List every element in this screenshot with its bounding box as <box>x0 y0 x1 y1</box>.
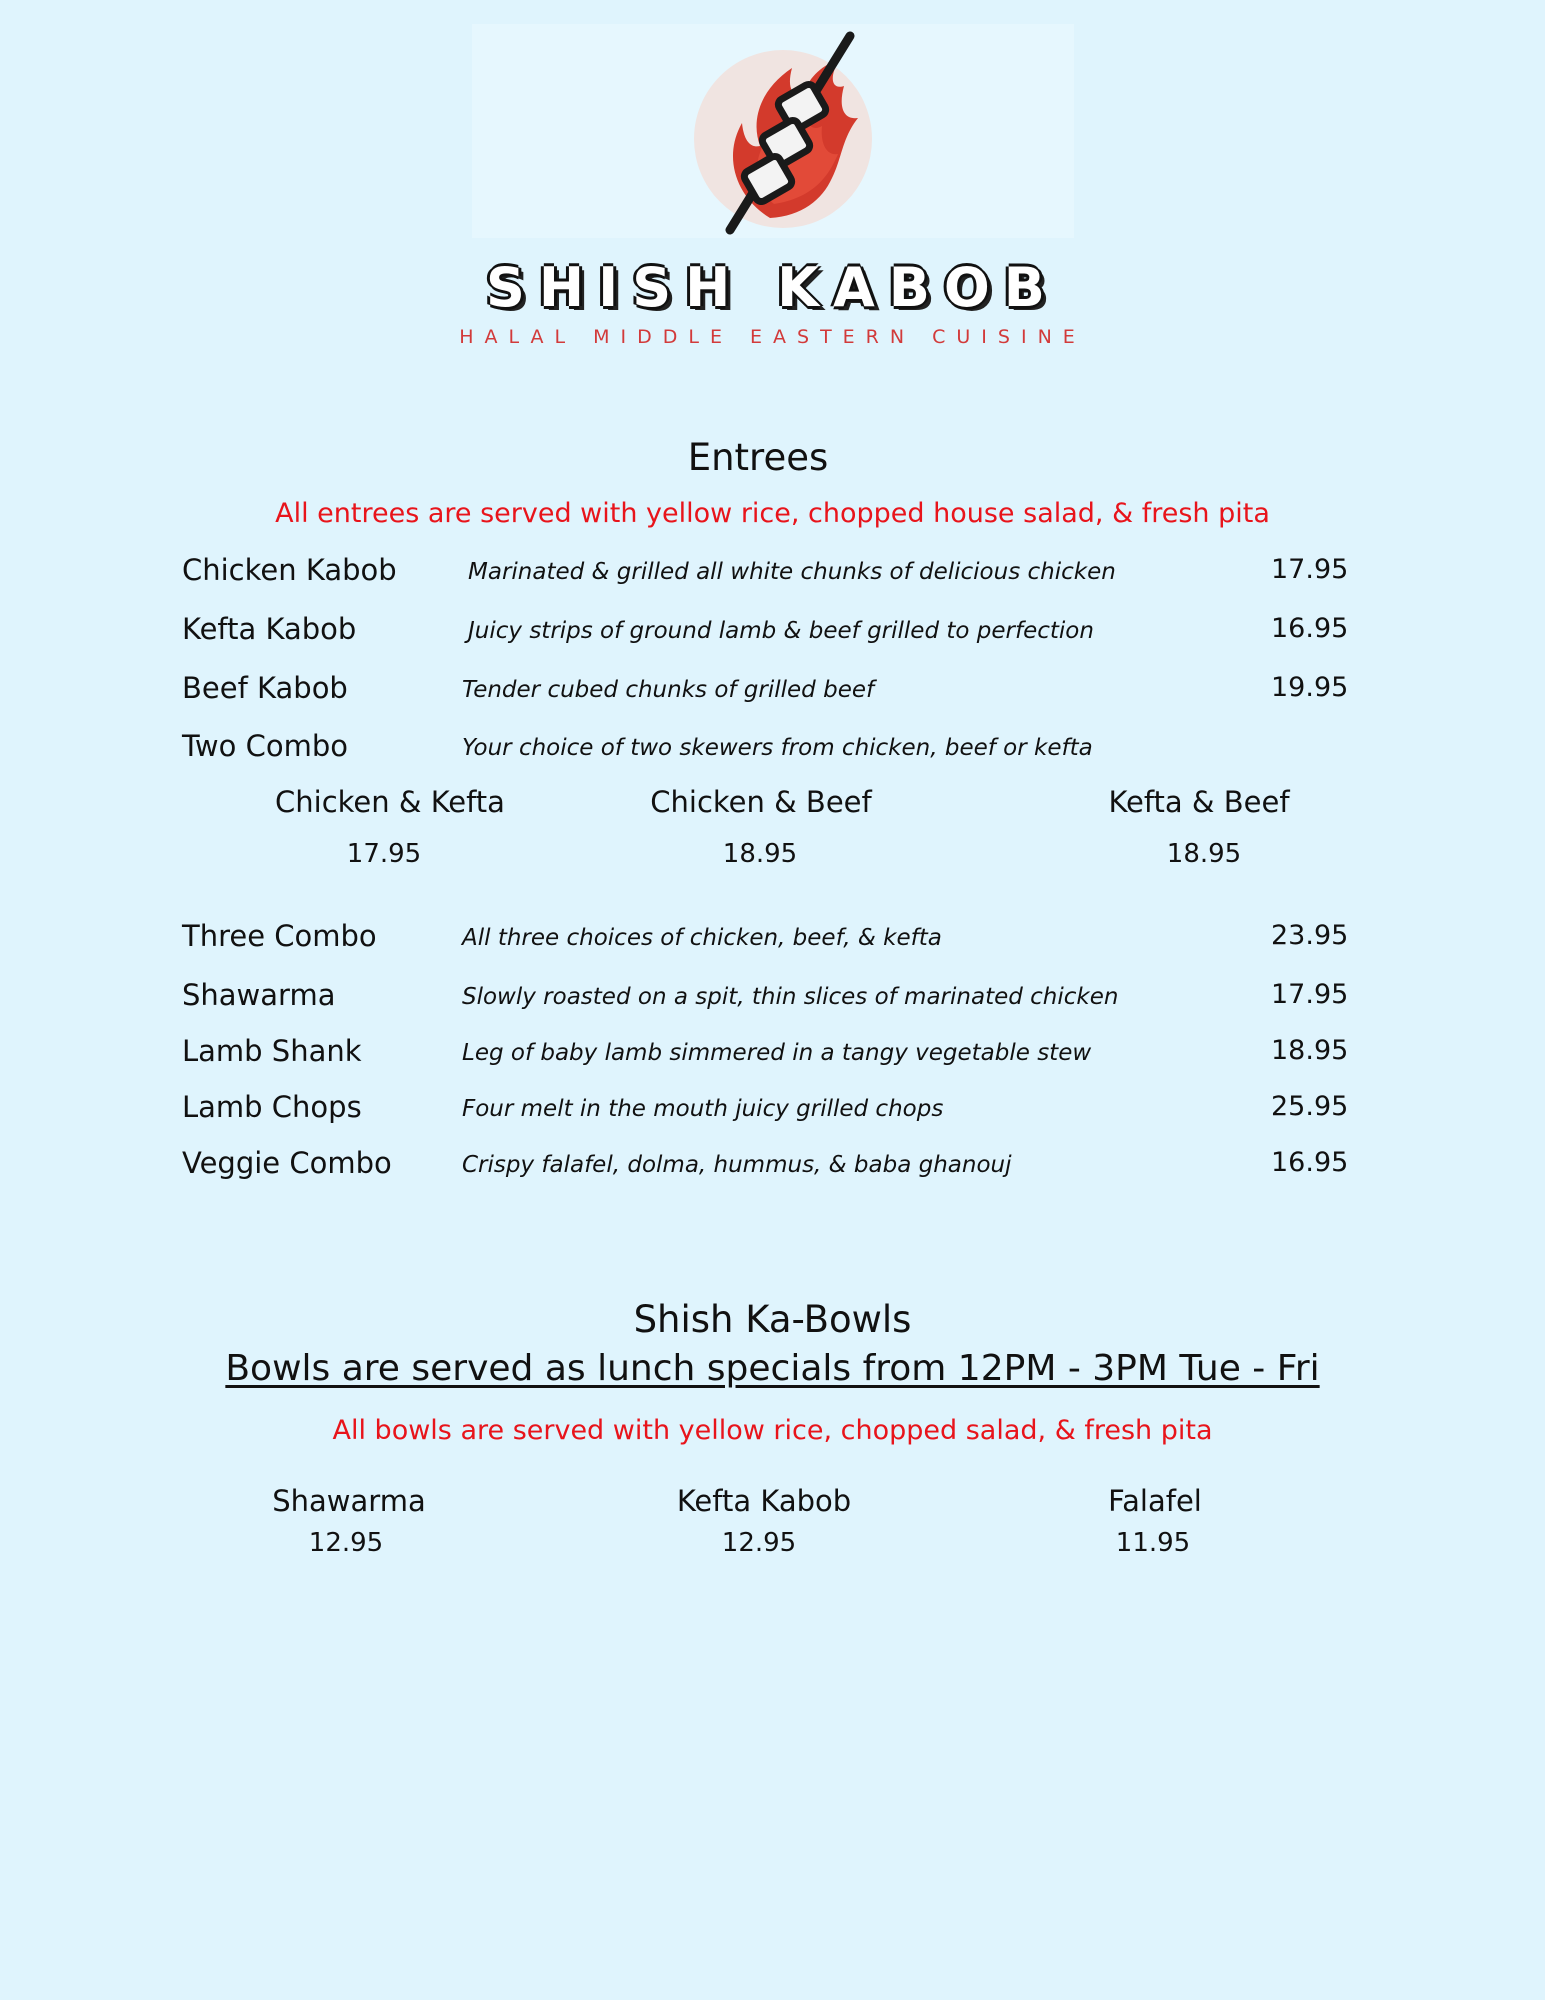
item-name: Kefta Kabob <box>182 612 357 646</box>
item-price: 17.95 <box>1271 554 1349 585</box>
combo-option-price: 18.95 <box>722 839 798 869</box>
item-price: 16.95 <box>1271 613 1349 644</box>
item-description: Tender cubed chunks of grilled beef <box>462 677 875 703</box>
bowl-item-name: Shawarma <box>272 1484 426 1518</box>
item-name: Two Combo <box>182 729 348 763</box>
item-price: 18.95 <box>1271 1035 1349 1066</box>
logo-panel <box>472 24 1074 238</box>
item-description: All three choices of chicken, beef, & kefta <box>462 925 942 951</box>
item-price: 16.95 <box>1271 1147 1349 1178</box>
flaming-kabob-skewer-icon <box>682 28 872 238</box>
item-name: Beef Kabob <box>182 671 348 705</box>
bowl-item-name: Kefta Kabob <box>676 1484 852 1518</box>
combo-option-label: Chicken & Kefta <box>275 785 505 819</box>
entrees-title: Entrees <box>687 436 829 479</box>
brand-tagline: HALAL MIDDLE EASTERN CUISINE <box>459 326 1086 348</box>
entrees-note: All entrees are served with yellow rice, chopped house salad, & fresh pita <box>275 498 1270 529</box>
item-name: Chicken Kabob <box>182 553 397 587</box>
item-name: Lamb Chops <box>182 1090 362 1124</box>
item-description: Your choice of two skewers from chicken, beef or kefta <box>462 735 1093 761</box>
bowl-item-price: 11.95 <box>1115 1528 1191 1558</box>
brand-name: SHISH KABOB <box>486 256 1059 319</box>
item-price: 25.95 <box>1271 1091 1349 1122</box>
bowls-title: Shish Ka-Bowls <box>633 1298 912 1341</box>
item-description: Juicy strips of ground lamb & beef grilled to perfection <box>468 618 1094 644</box>
bowls-schedule: Bowls are served as lunch specials from 12PM - 3PM Tue - Fri <box>225 1348 1320 1389</box>
combo-option-price: 18.95 <box>1166 839 1242 869</box>
bowls-note: All bowls are served with yellow rice, chopped salad, & fresh pita <box>332 1415 1213 1446</box>
item-name: Veggie Combo <box>182 1146 392 1180</box>
item-price: 19.95 <box>1271 672 1349 703</box>
combo-option-label: Chicken & Beef <box>650 785 872 819</box>
bowl-item-price: 12.95 <box>721 1528 797 1558</box>
item-description: Crispy falafel, dolma, hummus, & baba ghanouj <box>462 1152 1012 1178</box>
item-price: 17.95 <box>1271 979 1349 1010</box>
item-description: Marinated & grilled all white chunks of delicious chicken <box>468 559 1116 585</box>
bowl-item-price: 12.95 <box>308 1528 384 1558</box>
item-description: Leg of baby lamb simmered in a tangy vegetable stew <box>462 1040 1092 1066</box>
item-description: Slowly roasted on a spit, thin slices of marinated chicken <box>462 984 1119 1010</box>
bowl-item-name: Falafel <box>1108 1484 1202 1518</box>
combo-option-label: Kefta & Beef <box>1108 785 1290 819</box>
item-description: Four melt in the mouth juicy grilled chops <box>462 1096 944 1122</box>
item-name: Three Combo <box>182 919 377 953</box>
item-name: Lamb Shank <box>182 1034 362 1068</box>
combo-option-price: 17.95 <box>346 839 422 869</box>
item-price: 23.95 <box>1271 920 1349 951</box>
item-name: Shawarma <box>182 978 336 1012</box>
